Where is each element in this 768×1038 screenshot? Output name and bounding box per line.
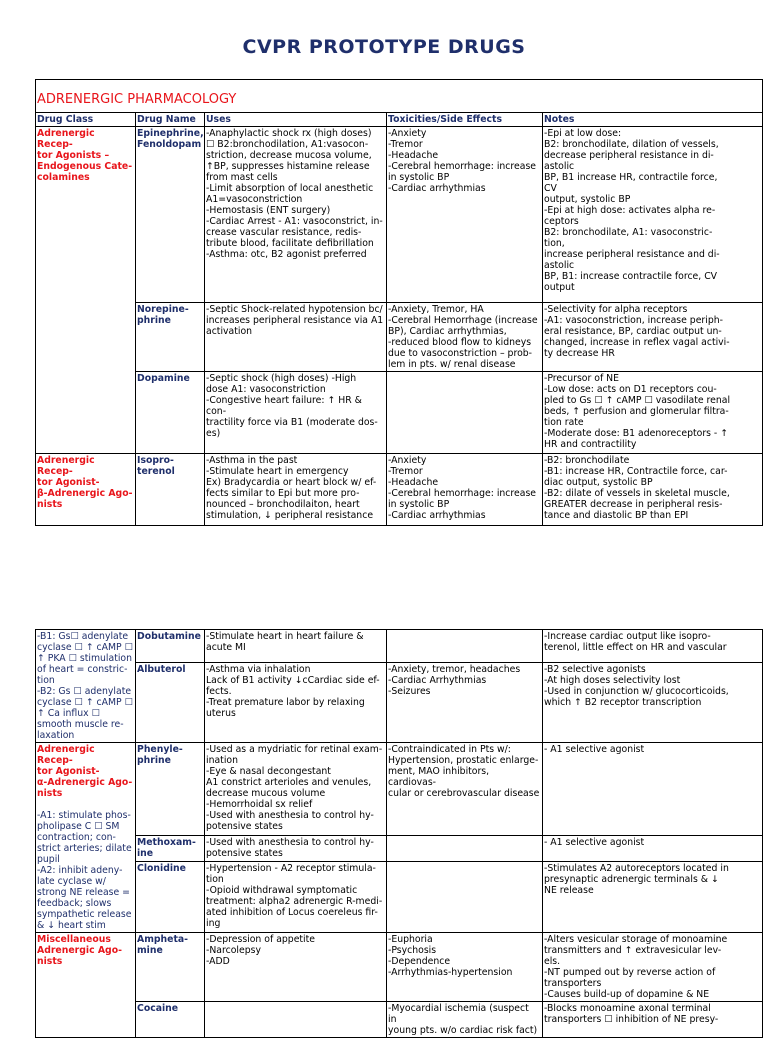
drug-name-cell: Epinephrine, Fenoldopam <box>136 127 205 303</box>
drug-name-cell: Albuterol <box>136 662 205 742</box>
toxicity-cell: -Euphoria -Psychosis -Dependence -Arrhythmias-hypertension <box>387 933 543 1002</box>
uses-cell: -Used with anesthesia to control hy- potensive states <box>205 836 387 861</box>
drug-name-cell: Clonidine <box>136 861 205 932</box>
table-row <box>36 836 763 861</box>
notes-cell: -B2: bronchodilate -B1: increase HR, Contractile force, car- diac output, systolic BP -B2: dilate of vessels in skeletal muscle, GREATER decrease in peripheral resis- tance and diastolic BP than EPI <box>543 454 763 526</box>
notes-cell: -Stimulates A2 autoreceptors located in presynaptic adrenergic terminals & ↓ NE release <box>543 861 763 932</box>
notes-cell: -Blocks monoamine axonal terminal transporters ☐ inhibition of NE presy- <box>543 1002 763 1038</box>
header-toxicities: Toxicities/Side Effects <box>387 113 543 127</box>
header-drug-name: Drug Name <box>136 113 205 127</box>
section-title: ADRENERGIC PHARMACOLOGY <box>36 80 763 113</box>
toxicity-cell: -Anxiety, Tremor, HA -Cerebral Hemorrhage (increase BP), Cardiac arrhythmias, -reduced blood flow to kidneys due to vasoconstriction – prob- lem in pts. w/ renal disease <box>387 303 543 372</box>
drug-name-cell: Phenyle- phrine <box>136 743 205 836</box>
mechanism-note: -A1: stimulate phos- pholipase C ☐ SM contraction; con- strict arteries; dilate pupil -A2: inhibit adeny- late cyclase w/ strong NE release = feedback; slows sympathetic release & ↓ heart stim <box>37 810 132 931</box>
toxicity-cell: -Anxiety -Tremor -Headache -Cerebral hemorrhage: increase in systolic BP -Cardiac arrhythmias <box>387 127 543 303</box>
toxicity-cell: -Myocardial ischemia (suspect in young pts. w/o cardiac risk fact) <box>387 1002 543 1038</box>
uses-cell: -Stimulate heart in heart failure & acute MI <box>205 630 387 663</box>
table-row <box>36 1002 763 1038</box>
drug-class-cell: Adrenergic Recep- tor Agonists – Endogenous Cate- colamines <box>36 127 136 454</box>
header-drug-class: Drug Class <box>36 113 136 127</box>
notes-cell: - A1 selective agonist <box>543 743 763 836</box>
drug-name-cell: Dopamine <box>136 372 205 454</box>
notes-cell: -Epi at low dose: B2: bronchodilate, dilation of vessels, decrease peripheral resistance in di- astolic BP, B1 increase HR, contractile force, CV output, systolic BP -Epi at high dose: activates alpha re- ceptors B2: bronchodilate, A1: vasoconstric- tion, increase peripheral resistance and di- astolic BP, B1: increase contractile force, CV output <box>543 127 763 303</box>
uses-cell: -Asthma in the past -Stimulate heart in emergency Ex) Bradycardia or heart block w/ ef- fects similar to Epi but more pro- nounced – bronchodilaiton, heart stimulation, ↓ peripheral resistance <box>205 454 387 526</box>
toxicity-cell <box>387 630 543 663</box>
table-row <box>36 372 763 454</box>
toxicity-cell <box>387 836 543 861</box>
uses-cell: -Anaphylactic shock rx (high doses) ☐ B2:bronchodilation, A1:vasocon- striction, decrease mucosa volume, ↑BP, suppresses histamine release from mast cells -Limit absorption of local anesthetic A1=vasoconstriction -Hemostasis (ENT surgery) -Cardiac Arrest - A1: vasoconstrict, in- crease vascular resistance, redis- tribute blood, facilitate defibrillation -Asthma: otc, B2 agonist preferred <box>205 127 387 303</box>
table-row <box>36 630 763 663</box>
uses-cell <box>205 1002 387 1038</box>
drug-name-cell: Cocaine <box>136 1002 205 1038</box>
drug-class-cell <box>36 743 136 933</box>
drug-class-label: Adrenergic Recep- tor Agonist- α-Adrenergic Ago- nists <box>37 744 133 799</box>
notes-cell: -Selectivity for alpha receptors -A1: vasoconstriction, increase periph- eral resistance, BP, cardiac output un- changed, increase in reflex vagal activi- ty decrease HR <box>543 303 763 372</box>
notes-cell: -Increase cardiac output like isopro- terenol, little effect on HR and vascular <box>543 630 763 663</box>
uses-cell: -Hypertension - A2 receptor stimula- tion -Opioid withdrawal symptomatic treatment: alpha2 adrenergic R-medi- ated inhibition of Locus coereleus fir- ing <box>205 861 387 932</box>
table-row <box>36 303 763 372</box>
drug-class-cell: Adrenergic Recep- tor Agonist- β-Adrenergic Ago- nists <box>36 454 136 526</box>
toxicity-cell <box>387 372 543 454</box>
drug-name-cell: Methoxam- ine <box>136 836 205 861</box>
drug-name-cell: Ampheta- mine <box>136 933 205 1002</box>
table-row <box>36 662 763 742</box>
table-row <box>36 127 763 303</box>
notes-cell: -B2 selective agonists -At high doses selectivity lost -Used in conjunction w/ glucocorticoids, which ↑ B2 receptor transcription <box>543 662 763 742</box>
drug-name-cell: Isopro- terenol <box>136 454 205 526</box>
header-uses: Uses <box>205 113 387 127</box>
header-notes: Notes <box>543 113 763 127</box>
page-title: CVPR PROTOTYPE DRUGS <box>242 36 526 58</box>
table-row <box>36 743 763 836</box>
drug-table-2 <box>35 629 763 1038</box>
drug-name-cell: Norepine- phrine <box>136 303 205 372</box>
uses-cell: -Used as a mydriatic for retinal exam- ination -Eye & nasal decongestant A1 constrict arterioles and venules, decrease mucous volume -Hemorrhoidal sx relief -Used with anesthesia to control hy- potensive states <box>205 743 387 836</box>
toxicity-cell: -Anxiety -Tremor -Headache -Cerebral hemorrhage: increase in systolic BP -Cardiac arrhythmias <box>387 454 543 526</box>
uses-cell: -Depression of appetite -Narcolepsy -ADD <box>205 933 387 1002</box>
table-row <box>36 861 763 932</box>
uses-cell: -Septic shock (high doses) -High dose A1: vasoconstriction -Congestive heart failure: ↑ HR & con- tractility force via B1 (moderate dos- es) <box>205 372 387 454</box>
drug-name-cell: Dobutamine <box>136 630 205 663</box>
drug-class-cell: Miscellaneous Adrenergic Ago- nists <box>36 933 136 1038</box>
notes-cell: -Alters vesicular storage of monoamine transmitters and ↑ extravesicular lev- els. -NT pumped out by reverse action of transporters -Causes build-up of dopamine & NE <box>543 933 763 1002</box>
uses-cell: -Septic Shock-related hypotension bc/ increases peripheral resistance via A1 activation <box>205 303 387 372</box>
toxicity-cell: -Contraindicated in Pts w/: Hypertension, prostatic enlarge- ment, MAO inhibitors, cardiovas- cular or cerebrovascular disease <box>387 743 543 836</box>
notes-cell: - A1 selective agonist <box>543 836 763 861</box>
table-row <box>36 454 763 526</box>
notes-cell: -Precursor of NE -Low dose: acts on D1 receptors cou- pled to Gs ☐ ↑ cAMP ☐ vasodilate renal beds, ↑ perfusion and glomerular filtra- tion rate -Moderate dose: B1 adenoreceptors - ↑ HR and contractility <box>543 372 763 454</box>
table-header-row <box>36 113 763 127</box>
mechanism-note-cell: -B1: Gs☐ adenylate cyclase ☐ ↑ cAMP ☐ ↑ PKA ☐ stimulation of heart = constric- tion -B2: Gs ☐ adenylate cyclase ☐ ↑ cAMP ☐ ↑ Ca influx ☐ smooth muscle re- laxation <box>36 630 136 743</box>
table-row <box>36 933 763 1002</box>
drug-table-1 <box>35 79 763 526</box>
toxicity-cell: -Anxiety, tremor, headaches -Cardiac Arrhythmias -Seizures <box>387 662 543 742</box>
uses-cell: -Asthma via inhalation Lack of B1 activity ↓cCardiac side ef- fects. -Treat premature labor by relaxing uterus <box>205 662 387 742</box>
toxicity-cell <box>387 861 543 932</box>
